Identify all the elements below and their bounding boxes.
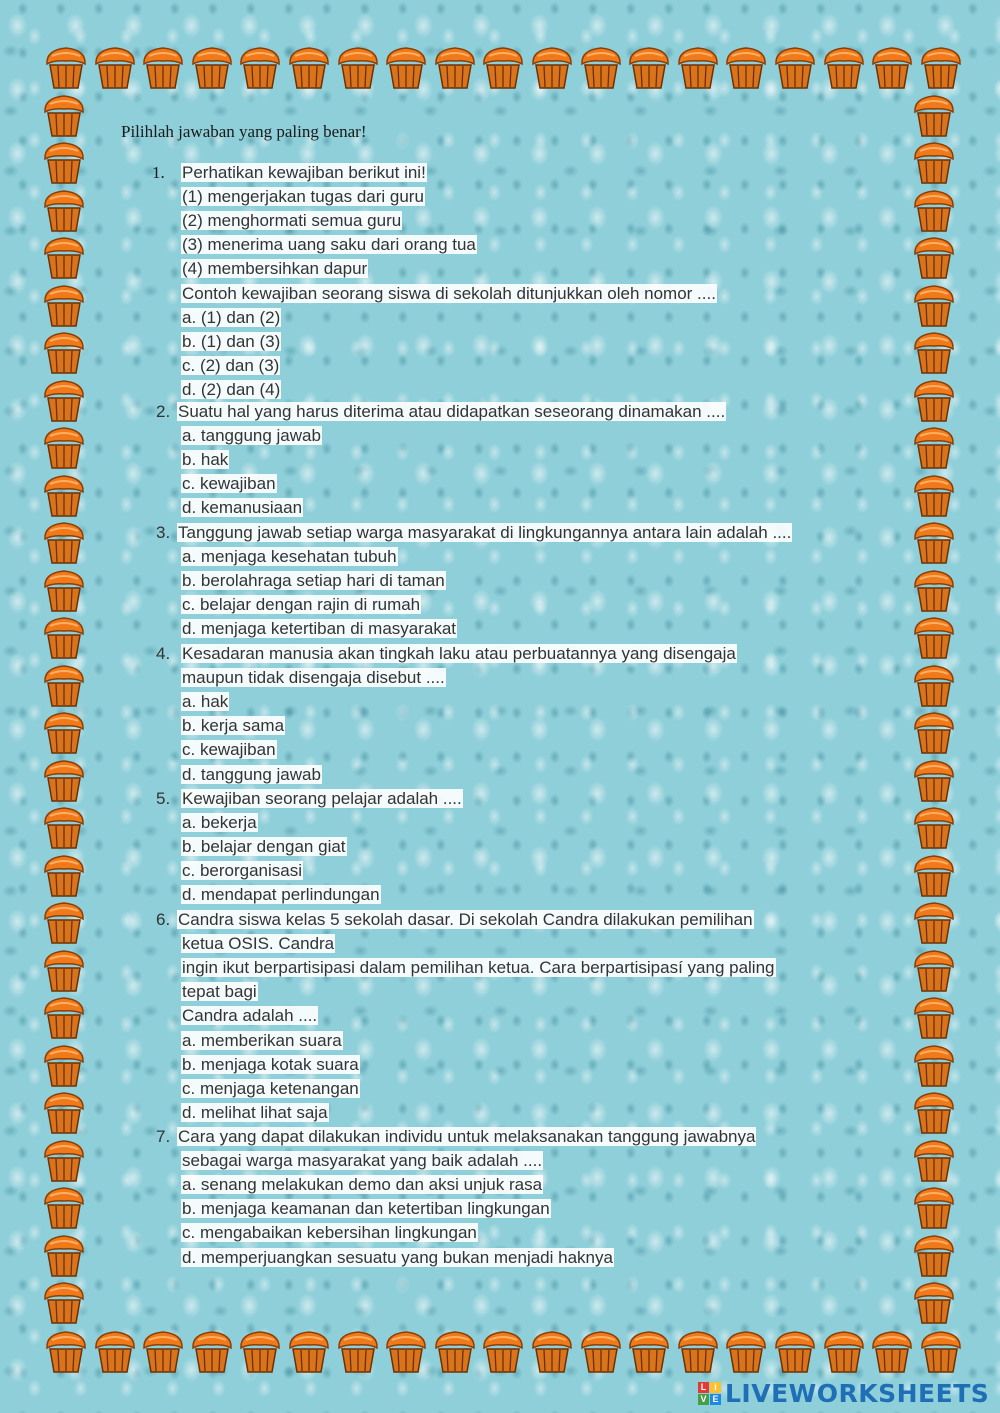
- answer-option-label: b. (1) dan (3): [182, 331, 281, 351]
- muffin-icon: [42, 1042, 86, 1088]
- muffin-icon: [42, 804, 86, 850]
- muffin-icon: [912, 899, 956, 945]
- answer-option[interactable]: [181, 835, 347, 858]
- answer-option[interactable]: [181, 1197, 551, 1220]
- question-text: ingin ikut berpartisipasi dalam pemilihan ketua. Cara berpartisipasí yang paling: [182, 958, 775, 978]
- question-text: Candra adalah ....: [182, 1006, 318, 1026]
- answer-option[interactable]: [181, 378, 281, 401]
- muffin-icon: [190, 1328, 234, 1374]
- muffin-icon: [433, 1328, 477, 1374]
- question-number: 2.: [156, 402, 171, 421]
- badge-letter: L: [698, 1382, 709, 1393]
- answer-option-label: b. menjaga kotak suara: [182, 1054, 359, 1074]
- muffin-icon: [912, 1042, 956, 1088]
- question-text-line: [181, 233, 477, 256]
- instruction-text: Pilihlah jawaban yang paling benar!: [121, 122, 367, 141]
- muffin-icon: [912, 329, 956, 375]
- muffin-icon: [724, 1328, 768, 1374]
- question-text-line: [181, 932, 335, 955]
- answer-option-label: b. hak: [182, 450, 229, 470]
- muffin-icon: [42, 519, 86, 565]
- muffin-icon: [773, 44, 817, 90]
- question-number: 3.: [156, 523, 171, 542]
- question-number: 6.: [156, 910, 171, 929]
- muffin-icon: [912, 994, 956, 1040]
- question-text: (4) membersihkan dapur: [182, 259, 368, 279]
- muffin-icon: [912, 1279, 956, 1325]
- muffin-icon: [481, 1328, 525, 1374]
- muffin-icon: [773, 1328, 817, 1374]
- question-text-line: [181, 282, 717, 305]
- answer-option-label: d. kemanusiaan: [182, 498, 303, 518]
- muffin-icon: [912, 187, 956, 233]
- muffin-icon: [912, 757, 956, 803]
- muffin-icon: [141, 44, 185, 90]
- question-text-line: [181, 1149, 543, 1172]
- answer-option[interactable]: [181, 424, 322, 447]
- question-text: (2) menghormati semua guru: [182, 211, 402, 231]
- answer-option[interactable]: [181, 1053, 360, 1076]
- answer-option-label: d. menjaga ketertiban di masyarakat: [182, 619, 457, 639]
- answer-option-label: c. menjaga ketenangan: [182, 1078, 359, 1098]
- muffin-icon: [912, 424, 956, 470]
- answer-option[interactable]: [181, 883, 381, 906]
- answer-option[interactable]: [181, 545, 398, 568]
- liveworksheets-logo: [698, 1378, 989, 1408]
- muffin-icon: [141, 1328, 185, 1374]
- question-text: Candra siswa kelas 5 sekolah dasar. Di sekolah Candra dilakukan pemilihan: [178, 910, 753, 929]
- answer-option[interactable]: [181, 1173, 543, 1196]
- muffin-icon: [42, 139, 86, 185]
- muffin-icon: [336, 1328, 380, 1374]
- answer-option[interactable]: [181, 859, 303, 882]
- muffin-icon: [42, 187, 86, 233]
- question-text: sebagai warga masyarakat yang baik adalah ....: [182, 1151, 543, 1171]
- answer-option-label: c. berorganisasi: [182, 861, 303, 881]
- question-text-line: [181, 787, 463, 810]
- muffin-icon: [870, 1328, 914, 1374]
- muffin-icon: [912, 804, 956, 850]
- muffin-icon: [627, 1328, 671, 1374]
- muffin-icon: [481, 44, 525, 90]
- muffin-icon: [93, 44, 137, 90]
- muffin-icon: [42, 1137, 86, 1183]
- answer-option[interactable]: [181, 448, 229, 471]
- muffin-icon: [42, 377, 86, 423]
- answer-option[interactable]: [181, 811, 258, 834]
- muffin-icon: [336, 44, 380, 90]
- muffin-icon: [42, 662, 86, 708]
- answer-option[interactable]: [181, 472, 277, 495]
- question-text: Suatu hal yang harus diterima atau didapatkan seseorang dinamakan ....: [178, 402, 726, 421]
- answer-option-label: a. bekerja: [182, 813, 257, 833]
- question-text-line: [181, 1004, 318, 1027]
- answer-option[interactable]: [181, 714, 285, 737]
- answer-option-label: a. (1) dan (2): [182, 307, 281, 327]
- answer-option[interactable]: [181, 330, 281, 353]
- muffin-icon: [384, 1328, 428, 1374]
- answer-option-label: a. senang melakukan demo dan aksi unjuk rasa: [182, 1175, 543, 1195]
- muffin-icon: [822, 44, 866, 90]
- muffin-icon: [919, 1328, 963, 1374]
- answer-option[interactable]: [181, 763, 322, 786]
- muffin-icon: [44, 1328, 88, 1374]
- logo-text: LIVEWORKSHEETS: [725, 1378, 990, 1408]
- question-text: maupun tidak disengaja disebut ....: [182, 668, 445, 688]
- muffin-icon: [912, 662, 956, 708]
- answer-option-label: b. menjaga keamanan dan ketertiban lingkungan: [182, 1199, 550, 1219]
- muffin-icon: [912, 472, 956, 518]
- muffin-icon: [912, 1184, 956, 1230]
- muffin-icon: [627, 44, 671, 90]
- muffin-icon: [44, 44, 88, 90]
- answer-option-label: d. (2) dan (4): [182, 379, 281, 399]
- muffin-icon: [912, 1089, 956, 1135]
- muffin-icon: [42, 614, 86, 660]
- answer-option[interactable]: [181, 1101, 329, 1124]
- logo-badge-icon: [698, 1382, 721, 1405]
- badge-letter: V: [698, 1394, 709, 1405]
- answer-option-label: c. kewajiban: [182, 740, 276, 760]
- muffin-icon: [42, 1279, 86, 1325]
- badge-letter: i: [710, 1382, 721, 1393]
- question-text: tepat bagi: [182, 982, 257, 1002]
- answer-option-label: c. kewajiban: [182, 474, 276, 494]
- muffin-icon: [912, 234, 956, 280]
- question-text-line: [181, 980, 258, 1003]
- muffin-icon: [870, 44, 914, 90]
- answer-option-label: d. memperjuangkan sesuatu yang bukan menjadi haknya: [182, 1247, 613, 1267]
- question-text: Cara yang dapat dilakukan individu untuk melaksanakan tanggung jawabnya: [178, 1127, 756, 1146]
- muffin-icon: [912, 567, 956, 613]
- answer-option-label: a. tanggung jawab: [182, 426, 321, 446]
- muffin-icon: [42, 234, 86, 280]
- muffin-icon: [42, 282, 86, 328]
- muffin-icon: [287, 1328, 331, 1374]
- question-text-line: [177, 908, 754, 931]
- muffin-icon: [912, 519, 956, 565]
- muffin-icon: [42, 1184, 86, 1230]
- answer-option-label: a. menjaga kesehatan tubuh: [182, 547, 397, 567]
- muffin-icon: [912, 1137, 956, 1183]
- question-text: (3) menerima uang saku dari orang tua: [182, 235, 476, 255]
- question-text-line: [181, 642, 737, 665]
- question-text-line: [181, 956, 776, 979]
- muffin-icon: [287, 44, 331, 90]
- question-text: Kesadaran manusia akan tingkah laku atau perbuatannya yang disengaja: [182, 644, 736, 663]
- answer-option[interactable]: [181, 1246, 614, 1269]
- muffin-icon: [530, 1328, 574, 1374]
- answer-option[interactable]: [181, 738, 277, 761]
- answer-option-label: d. mendapat perlindungan: [182, 885, 380, 905]
- muffin-icon: [912, 282, 956, 328]
- answer-option-label: d. melihat lihat saja: [182, 1102, 328, 1122]
- question-text-line: [177, 1125, 756, 1148]
- question-text: Kewajiban seorang pelajar adalah ....: [182, 789, 462, 808]
- muffin-icon: [579, 44, 623, 90]
- question-text-line: [177, 400, 726, 423]
- muffin-icon: [676, 1328, 720, 1374]
- question-number: 4.: [156, 644, 171, 663]
- question-text-line: [181, 666, 446, 689]
- muffin-icon: [530, 44, 574, 90]
- question-number: 5.: [156, 789, 171, 808]
- muffin-icon: [42, 92, 86, 138]
- muffin-icon: [238, 44, 282, 90]
- answer-option[interactable]: [181, 1077, 360, 1100]
- answer-option[interactable]: [181, 354, 280, 377]
- answer-option-label: a. hak: [182, 692, 229, 712]
- muffin-icon: [912, 377, 956, 423]
- answer-option-label: b. berolahraga setiap hari di taman: [182, 571, 445, 591]
- muffin-icon: [912, 92, 956, 138]
- muffin-icon: [190, 44, 234, 90]
- answer-option[interactable]: [181, 1029, 343, 1052]
- muffin-icon: [42, 709, 86, 755]
- answer-option-label: a. memberikan suara: [182, 1030, 342, 1050]
- question-text: Tanggung jawab setiap warga masyarakat di lingkungannya antara lain adalah ....: [178, 523, 792, 542]
- muffin-icon: [579, 1328, 623, 1374]
- muffin-icon: [912, 139, 956, 185]
- answer-option[interactable]: [181, 617, 457, 640]
- answer-option[interactable]: [181, 306, 281, 329]
- muffin-icon: [238, 1328, 282, 1374]
- muffin-icon: [433, 44, 477, 90]
- muffin-icon: [42, 1232, 86, 1278]
- question-text-line: [181, 209, 402, 232]
- muffin-icon: [42, 899, 86, 945]
- muffin-icon: [724, 44, 768, 90]
- answer-option-label: c. belajar dengan rajin di rumah: [182, 595, 421, 615]
- muffin-icon: [384, 44, 428, 90]
- muffin-icon: [93, 1328, 137, 1374]
- question-text-line: [181, 161, 427, 184]
- muffin-icon: [912, 852, 956, 898]
- muffin-icon: [42, 329, 86, 375]
- muffin-icon: [822, 1328, 866, 1374]
- question-number: 7.: [156, 1127, 171, 1146]
- muffin-icon: [42, 947, 86, 993]
- answer-option-label: b. belajar dengan giat: [182, 837, 346, 857]
- question-text: Perhatikan kewajiban berikut ini!: [182, 163, 426, 182]
- question-text-line: [181, 257, 368, 280]
- muffin-icon: [42, 424, 86, 470]
- muffin-icon: [42, 994, 86, 1040]
- question-text: ketua OSIS. Candra: [182, 934, 335, 954]
- question-number: 1.: [152, 163, 165, 182]
- question-text: (1) mengerjakan tugas dari guru: [182, 187, 424, 207]
- question-text-line: [177, 521, 792, 544]
- answer-option[interactable]: [181, 690, 229, 713]
- muffin-icon: [42, 757, 86, 803]
- muffin-icon: [919, 44, 963, 90]
- muffin-icon: [42, 1089, 86, 1135]
- answer-option-label: c. mengabaikan kebersihan lingkungan: [182, 1223, 477, 1243]
- answer-option[interactable]: [181, 593, 421, 616]
- answer-option[interactable]: [181, 1221, 478, 1244]
- answer-option[interactable]: [181, 496, 303, 519]
- muffin-icon: [676, 44, 720, 90]
- muffin-icon: [42, 852, 86, 898]
- answer-option[interactable]: [181, 569, 446, 592]
- answer-option-label: d. tanggung jawab: [182, 764, 321, 784]
- muffin-icon: [912, 709, 956, 755]
- question-text-line: [181, 185, 425, 208]
- answer-option-label: c. (2) dan (3): [182, 355, 280, 375]
- muffin-icon: [42, 567, 86, 613]
- answer-option-label: b. kerja sama: [182, 716, 285, 736]
- badge-letter: E: [710, 1394, 721, 1405]
- muffin-icon: [912, 1232, 956, 1278]
- muffin-icon: [912, 614, 956, 660]
- muffin-icon: [42, 472, 86, 518]
- muffin-icon: [912, 947, 956, 993]
- question-text: Contoh kewajiban seorang siswa di sekolah ditunjukkan oleh nomor ....: [182, 283, 716, 303]
